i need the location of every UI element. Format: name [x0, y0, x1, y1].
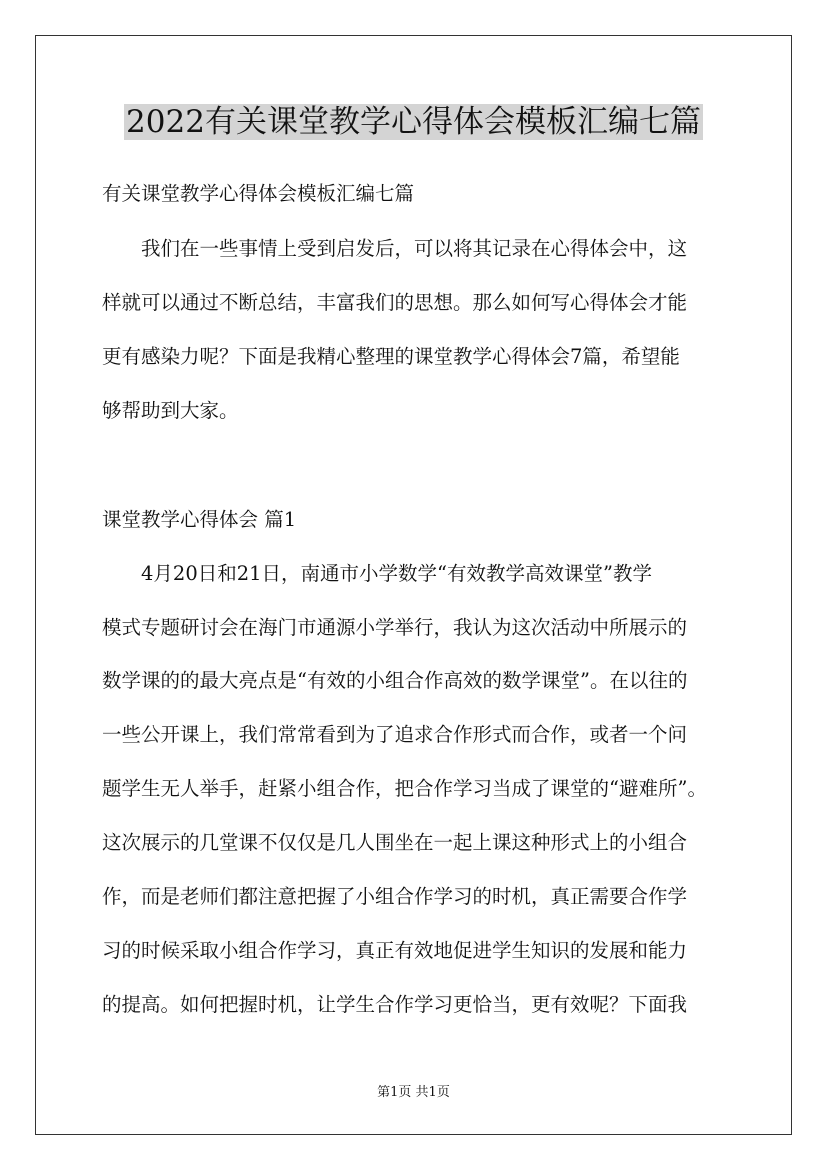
page-footer: 第1页 共1页 [377, 1085, 450, 1100]
section-heading: 课堂教学心得体会 篇1 [102, 508, 297, 531]
body-line-2: 模式专题研讨会在海门市通源小学举行，我认为这次活动中所展示的 [102, 616, 688, 639]
body-line-9: 的提高。如何把握时机，让学生合作学习更恰当，更有效呢？下面我 [102, 993, 688, 1016]
intro-line-2: 样就可以通过不断总结，丰富我们的思想。那么如何写心得体会才能 [102, 291, 688, 314]
body-line-1: 4月20日和21日，南通市小学数学“有效教学高效课堂”教学 [141, 562, 652, 585]
intro-line-4: 够帮助到大家。 [102, 399, 239, 422]
document-title-text: 2022有关课堂教学心得体会模板汇编七篇 [126, 104, 701, 140]
body-line-3: 数学课的的最大亮点是“有效的小组合作高效的数学课堂”。在以往的 [102, 669, 688, 692]
body-line-7: 作，而是老师们都注意把握了小组合作学习的时机，真正需要合作学 [102, 885, 688, 908]
document-subtitle: 有关课堂教学心得体会模板汇编七篇 [102, 182, 415, 205]
body-line-5: 题学生无人举手，赶紧小组合作，把合作学习当成了课堂的“避难所”。 [102, 777, 707, 800]
body-line-8: 习的时候采取小组合作学习，真正有效地促进学生知识的发展和能力 [102, 939, 688, 962]
document-title [0, 102, 827, 142]
intro-line-1: 我们在一些事情上受到启发后，可以将其记录在心得体会中，这 [141, 237, 688, 260]
body-line-4: 一些公开课上，我们常常看到为了追求合作形式而合作，或者一个问 [102, 723, 688, 746]
body-line-6: 这次展示的几堂课不仅仅是几人围坐在一起上课这种形式上的小组合 [102, 831, 688, 854]
intro-line-3: 更有感染力呢？下面是我精心整理的课堂教学心得体会7篇，希望能 [102, 345, 680, 368]
